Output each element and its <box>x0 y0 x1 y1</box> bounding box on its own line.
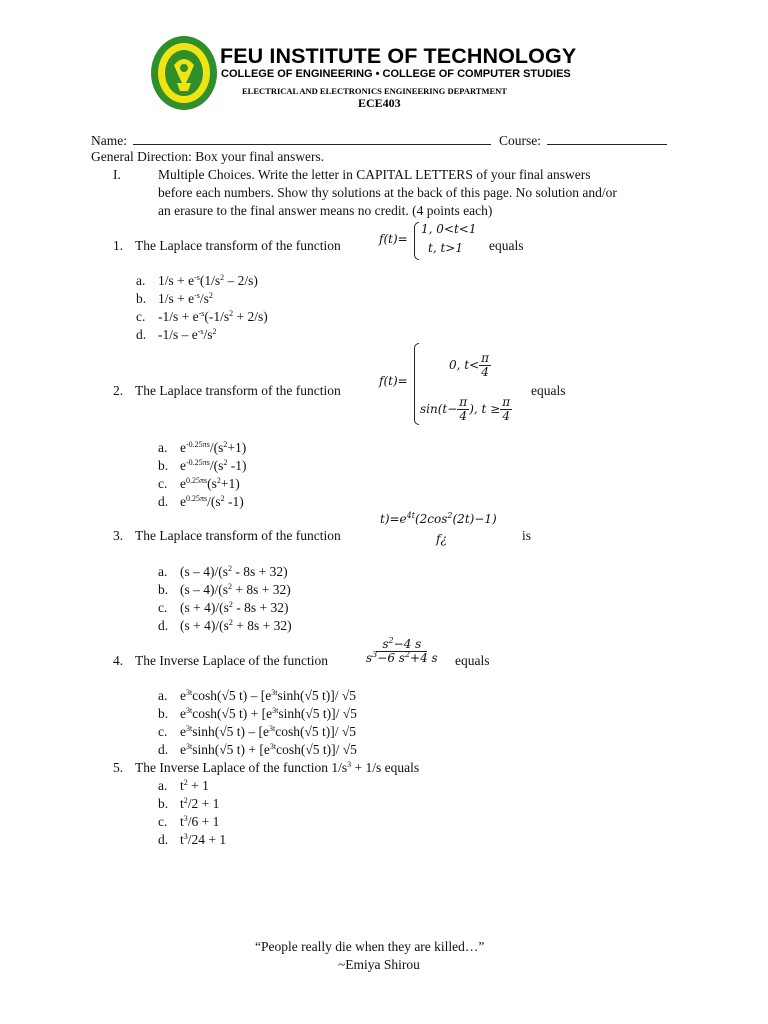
question-4-suffix: equals <box>455 653 490 668</box>
q1-choice-c-letter: c. <box>136 309 146 324</box>
q2-choice-d-letter: d. <box>158 494 169 509</box>
question-3-text: The Laplace transform of the function <box>135 528 341 543</box>
department-title: ELECTRICAL AND ELECTRONICS ENGINEERING DEPARTMENT <box>242 86 507 96</box>
q4-choice-b: $e^{3t}\cosh(√5$ $t) + [e^{3t}\sinh(√5$ t)]/ √5 <box>180 706 357 721</box>
question-1-formula-case1: 1, 0<t<1 <box>421 222 477 236</box>
name-label: Name: <box>91 133 127 148</box>
q2-choice-a-letter: a. <box>158 440 168 455</box>
question-2-formula-lhs: f(t)= <box>379 374 408 388</box>
q4-choice-c: $e^{3t}\sinh(√5$ $t) - [e^{3t}\cosh(√5$ t)]/ √5 <box>180 724 357 739</box>
section-instructions-line1: Multiple Choices. Write the letter in CAPITAL LETTERS of your final answers <box>158 167 591 182</box>
q1-choice-a: $1/s + e^{-s}(1/s^2 - 2/s)$ <box>158 273 258 288</box>
section-instructions-line3: an erasure to the final answer means no credit. (4 points each) <box>158 203 493 218</box>
q3-choice-c-letter: c. <box>158 600 168 615</box>
q5-choice-a: $t^2 + 1$ <box>180 778 209 793</box>
question-5-number: 5. <box>113 760 124 775</box>
question-1-suffix: equals <box>489 238 524 253</box>
question-2-text: The Laplace transform of the function <box>135 383 341 398</box>
q1-choice-a-letter: a. <box>136 273 146 288</box>
q1-choice-d-letter: d. <box>136 327 147 342</box>
course-label: Course: <box>499 133 541 148</box>
q5-choice-d-letter: d. <box>158 832 169 847</box>
question-3-formula-line1: $t)=e^{4t}(2\cos^2(2t)-1)$ <box>380 511 497 526</box>
q4-choice-a-letter: a. <box>158 688 168 703</box>
q2-choice-d: $e^{0.25\pi s}/(s^2$ -1) <box>180 494 244 509</box>
question-2-suffix: equals <box>531 383 566 398</box>
quote-author: ~Emiya Shirou <box>338 957 420 972</box>
course-blank[interactable] <box>547 132 667 145</box>
general-direction: General Direction: Box your final answers. <box>91 149 325 164</box>
q4-choice-a: $e^{3t}\cosh(√5$ $t) - [e^{3t}\sinh(√5$ t)]/ √5 <box>180 688 357 703</box>
section-instructions-line2: before each numbers. Show thy solutions at the back of this page. No solution and/or <box>158 185 617 200</box>
q2-choice-c-letter: c. <box>158 476 168 491</box>
q1-choice-d: $-1/s - e^{-s}/s^2$ <box>158 327 217 342</box>
q3-choice-c: $(s + 4)/(s^2 - 8s + 32)$ <box>180 600 289 615</box>
question-5-text: The Inverse Laplace of the function $1/s^3 + 1/s$ equals <box>135 760 420 775</box>
section-numeral: I. <box>113 167 121 182</box>
question-2-formula-case2: sin(t− $\frac{\pi}{4}$ ), t ≥ $\frac{\pi}{4}$ <box>420 395 511 423</box>
question-2-brace <box>414 343 419 425</box>
course-code: ECE403 <box>358 96 401 110</box>
question-4-text: The Inverse Laplace of the function <box>135 653 329 668</box>
question-1-brace <box>414 222 419 260</box>
quote-text: “People really die when they are killed…” <box>255 939 485 954</box>
q4-choice-d: $e^{3t}\sinh(√5$ $t) + [e^{3t}\cosh(√5$ t)]/ √5 <box>180 742 357 757</box>
institution-title: FEU INSTITUTE OF TECHNOLOGY <box>220 44 577 68</box>
q4-choice-b-letter: b. <box>158 706 169 721</box>
q5-choice-a-letter: a. <box>158 778 168 793</box>
question-1-number: 1. <box>113 238 124 253</box>
question-3-formula-line2: f¿ <box>436 532 447 546</box>
q2-choice-b: $e^{-0.25\pi s}/(s^2$ -1) <box>180 458 247 473</box>
q2-choice-a: $e^{-0.25\pi s}/(s^2+1)$ <box>180 440 247 455</box>
q3-choice-a: $(s - 4)/(s^2 - 8s + 32)$ <box>180 564 288 579</box>
question-1-formula-case2: t, t>1 <box>428 241 463 255</box>
q1-choice-c: $-1/s + e^{-s}(-1/s^2 + 2/s)$ <box>158 309 268 324</box>
q5-choice-c: $t^3/6 + 1$ <box>180 814 220 829</box>
q3-choice-d: $(s + 4)/(s^2 + 8s + 32)$ <box>180 618 292 633</box>
question-4-formula: $\frac{s^2-4 s}{s^3-6 s^2+4 s}$ <box>366 636 438 665</box>
question-1-formula-lhs: f(t)= <box>379 232 408 246</box>
q2-choice-b-letter: b. <box>158 458 169 473</box>
q3-choice-a-letter: a. <box>158 564 168 579</box>
question-2-number: 2. <box>113 383 124 398</box>
logo-seal <box>150 35 218 111</box>
question-4-number: 4. <box>113 653 124 668</box>
q4-choice-c-letter: c. <box>158 724 168 739</box>
q5-choice-d: $t^3/24 + 1$ <box>180 832 227 847</box>
question-1-text: The Laplace transform of the function <box>135 238 341 253</box>
q5-choice-c-letter: c. <box>158 814 168 829</box>
question-2-formula-case1: 0, t< $\frac{\pi}{4}$ <box>449 351 490 379</box>
question-3-suffix: is <box>522 528 532 543</box>
question-3-number: 3. <box>113 528 124 543</box>
q5-choice-b-letter: b. <box>158 796 169 811</box>
q1-choice-b-letter: b. <box>136 291 147 306</box>
colleges-subtitle: COLLEGE OF ENGINEERING • COLLEGE OF COMPUTER STUDIES <box>221 68 571 80</box>
course-row <box>499 132 667 149</box>
name-blank[interactable] <box>133 132 491 145</box>
q3-choice-b-letter: b. <box>158 582 169 597</box>
q3-choice-b: $(s - 4)/(s^2 + 8s + 32)$ <box>180 582 291 597</box>
q4-choice-d-letter: d. <box>158 742 169 757</box>
q2-choice-c: $e^{0.25\pi s}(s^2+1)$ <box>180 476 240 491</box>
q5-choice-b: $t^2/2 + 1$ <box>180 796 220 811</box>
q3-choice-d-letter: d. <box>158 618 169 633</box>
q1-choice-b: $1/s + e^{-s}/s^2$ <box>158 291 213 306</box>
name-row <box>91 132 491 149</box>
